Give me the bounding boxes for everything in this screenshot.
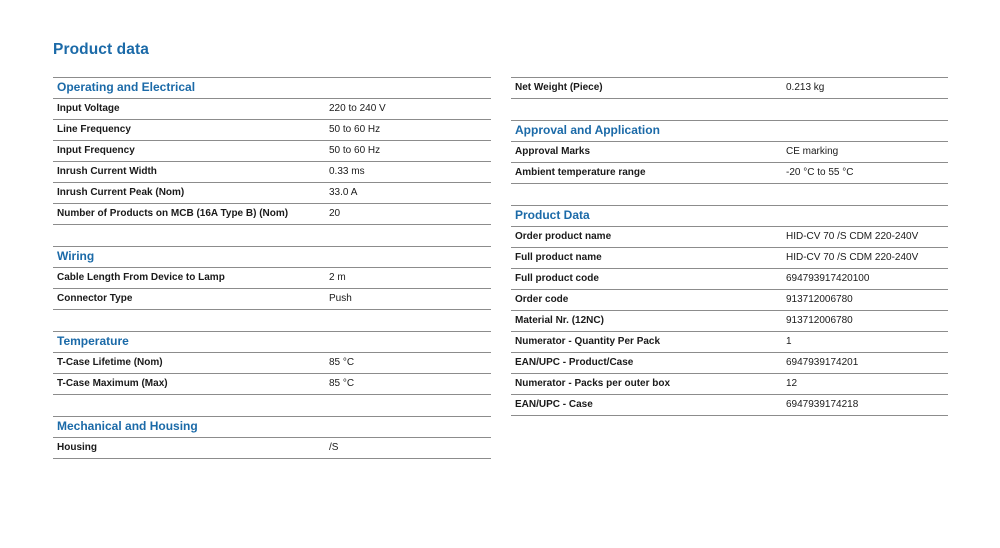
- table-row: [511, 332, 948, 353]
- row-value: 50 to 60 Hz: [329, 145, 381, 156]
- row-value: Push: [329, 293, 352, 304]
- section-temperature: [53, 331, 491, 395]
- table-row: [53, 438, 491, 459]
- table-row: [53, 268, 491, 289]
- section-heading: [53, 77, 491, 99]
- row-value: 85 °C: [329, 378, 355, 389]
- table-row: [53, 141, 491, 162]
- row-value: -20 °C to 55 °C: [786, 167, 854, 178]
- row-label: Inrush Current Peak (Nom): [57, 187, 185, 198]
- section-heading-text: Temperature: [57, 334, 129, 348]
- section-general: [511, 77, 948, 99]
- row-label: Numerator - Quantity Per Pack: [515, 336, 661, 347]
- table-row: [511, 163, 948, 184]
- row-value: 220 to 240 V: [329, 103, 386, 114]
- row-label: Ambient temperature range: [515, 167, 646, 178]
- row-value: 6947939174218: [786, 399, 859, 410]
- table-row: [511, 395, 948, 416]
- right-column: [511, 77, 948, 416]
- section-heading: [53, 416, 491, 438]
- row-value: 0.213 kg: [786, 82, 825, 93]
- table-row: [511, 374, 948, 395]
- table-row: [511, 227, 948, 248]
- row-label: Inrush Current Width: [57, 166, 157, 177]
- page-title: Product data: [53, 41, 149, 58]
- row-label: Material Nr. (12NC): [515, 315, 604, 326]
- row-value: 12: [786, 378, 798, 389]
- section-heading-text: Approval and Application: [515, 123, 660, 137]
- row-label: Connector Type: [57, 293, 133, 304]
- row-value: 6947939174201: [786, 357, 859, 368]
- section-heading-text: Mechanical and Housing: [57, 419, 198, 433]
- table-row: [511, 290, 948, 311]
- row-label: Cable Length From Device to Lamp: [57, 272, 225, 283]
- row-value: HID-CV 70 /S CDM 220-240V: [786, 252, 919, 263]
- section-heading: [511, 205, 948, 227]
- row-label: Numerator - Packs per outer box: [515, 378, 671, 389]
- section-heading-text: Operating and Electrical: [57, 80, 196, 94]
- row-value: 33.0 A: [329, 187, 358, 198]
- row-value: 0.33 ms: [329, 166, 365, 177]
- row-value: CE marking: [786, 146, 839, 157]
- row-value: 2 m: [329, 272, 346, 283]
- section-operating-electrical: [53, 77, 491, 225]
- table-row: [53, 99, 491, 120]
- section-heading-text: Product Data: [515, 208, 590, 222]
- table-row: [53, 120, 491, 141]
- row-label: Housing: [57, 442, 97, 453]
- section-wiring: [53, 246, 491, 310]
- table-row: [511, 142, 948, 163]
- section-mechanical-housing: [53, 416, 491, 459]
- row-value: 913712006780: [786, 294, 853, 305]
- row-label: Line Frequency: [57, 124, 131, 135]
- row-label: Order code: [515, 294, 569, 305]
- section-product-data: [511, 205, 948, 416]
- table-row: [53, 353, 491, 374]
- table-row: [53, 289, 491, 310]
- row-value: 85 °C: [329, 357, 355, 368]
- section-heading: [511, 120, 948, 142]
- table-row: [511, 353, 948, 374]
- row-label: Approval Marks: [515, 146, 591, 157]
- table-row: [511, 269, 948, 290]
- row-label: Number of Products on MCB (16A Type B) (Nom): [57, 208, 289, 219]
- row-value: 50 to 60 Hz: [329, 124, 381, 135]
- table-row: [53, 162, 491, 183]
- row-label: Net Weight (Piece): [515, 82, 603, 93]
- row-value: /S: [329, 442, 339, 453]
- row-label: Full product name: [515, 252, 602, 263]
- left-column: [53, 77, 491, 459]
- table-row: [53, 374, 491, 395]
- row-label: EAN/UPC - Product/Case: [515, 357, 634, 368]
- table-row: [511, 311, 948, 332]
- row-value: 913712006780: [786, 315, 853, 326]
- section-heading-text: Wiring: [57, 249, 95, 263]
- row-value: 694793917420100: [786, 273, 870, 284]
- section-approval-application: [511, 120, 948, 184]
- row-value: 1: [786, 336, 792, 347]
- row-label: Full product code: [515, 273, 599, 284]
- row-label: EAN/UPC - Case: [515, 399, 593, 410]
- row-label: Input Frequency: [57, 145, 135, 156]
- table-row: [511, 77, 948, 99]
- table-row: [53, 204, 491, 225]
- table-row: [511, 248, 948, 269]
- row-label: Order product name: [515, 231, 612, 242]
- table-row: [53, 183, 491, 204]
- section-heading: [53, 331, 491, 353]
- row-label: T-Case Lifetime (Nom): [57, 357, 163, 368]
- row-value: 20: [329, 208, 341, 219]
- row-value: HID-CV 70 /S CDM 220-240V: [786, 231, 919, 242]
- row-label: T-Case Maximum (Max): [57, 378, 168, 389]
- row-label: Input Voltage: [57, 103, 120, 114]
- section-heading: [53, 246, 491, 268]
